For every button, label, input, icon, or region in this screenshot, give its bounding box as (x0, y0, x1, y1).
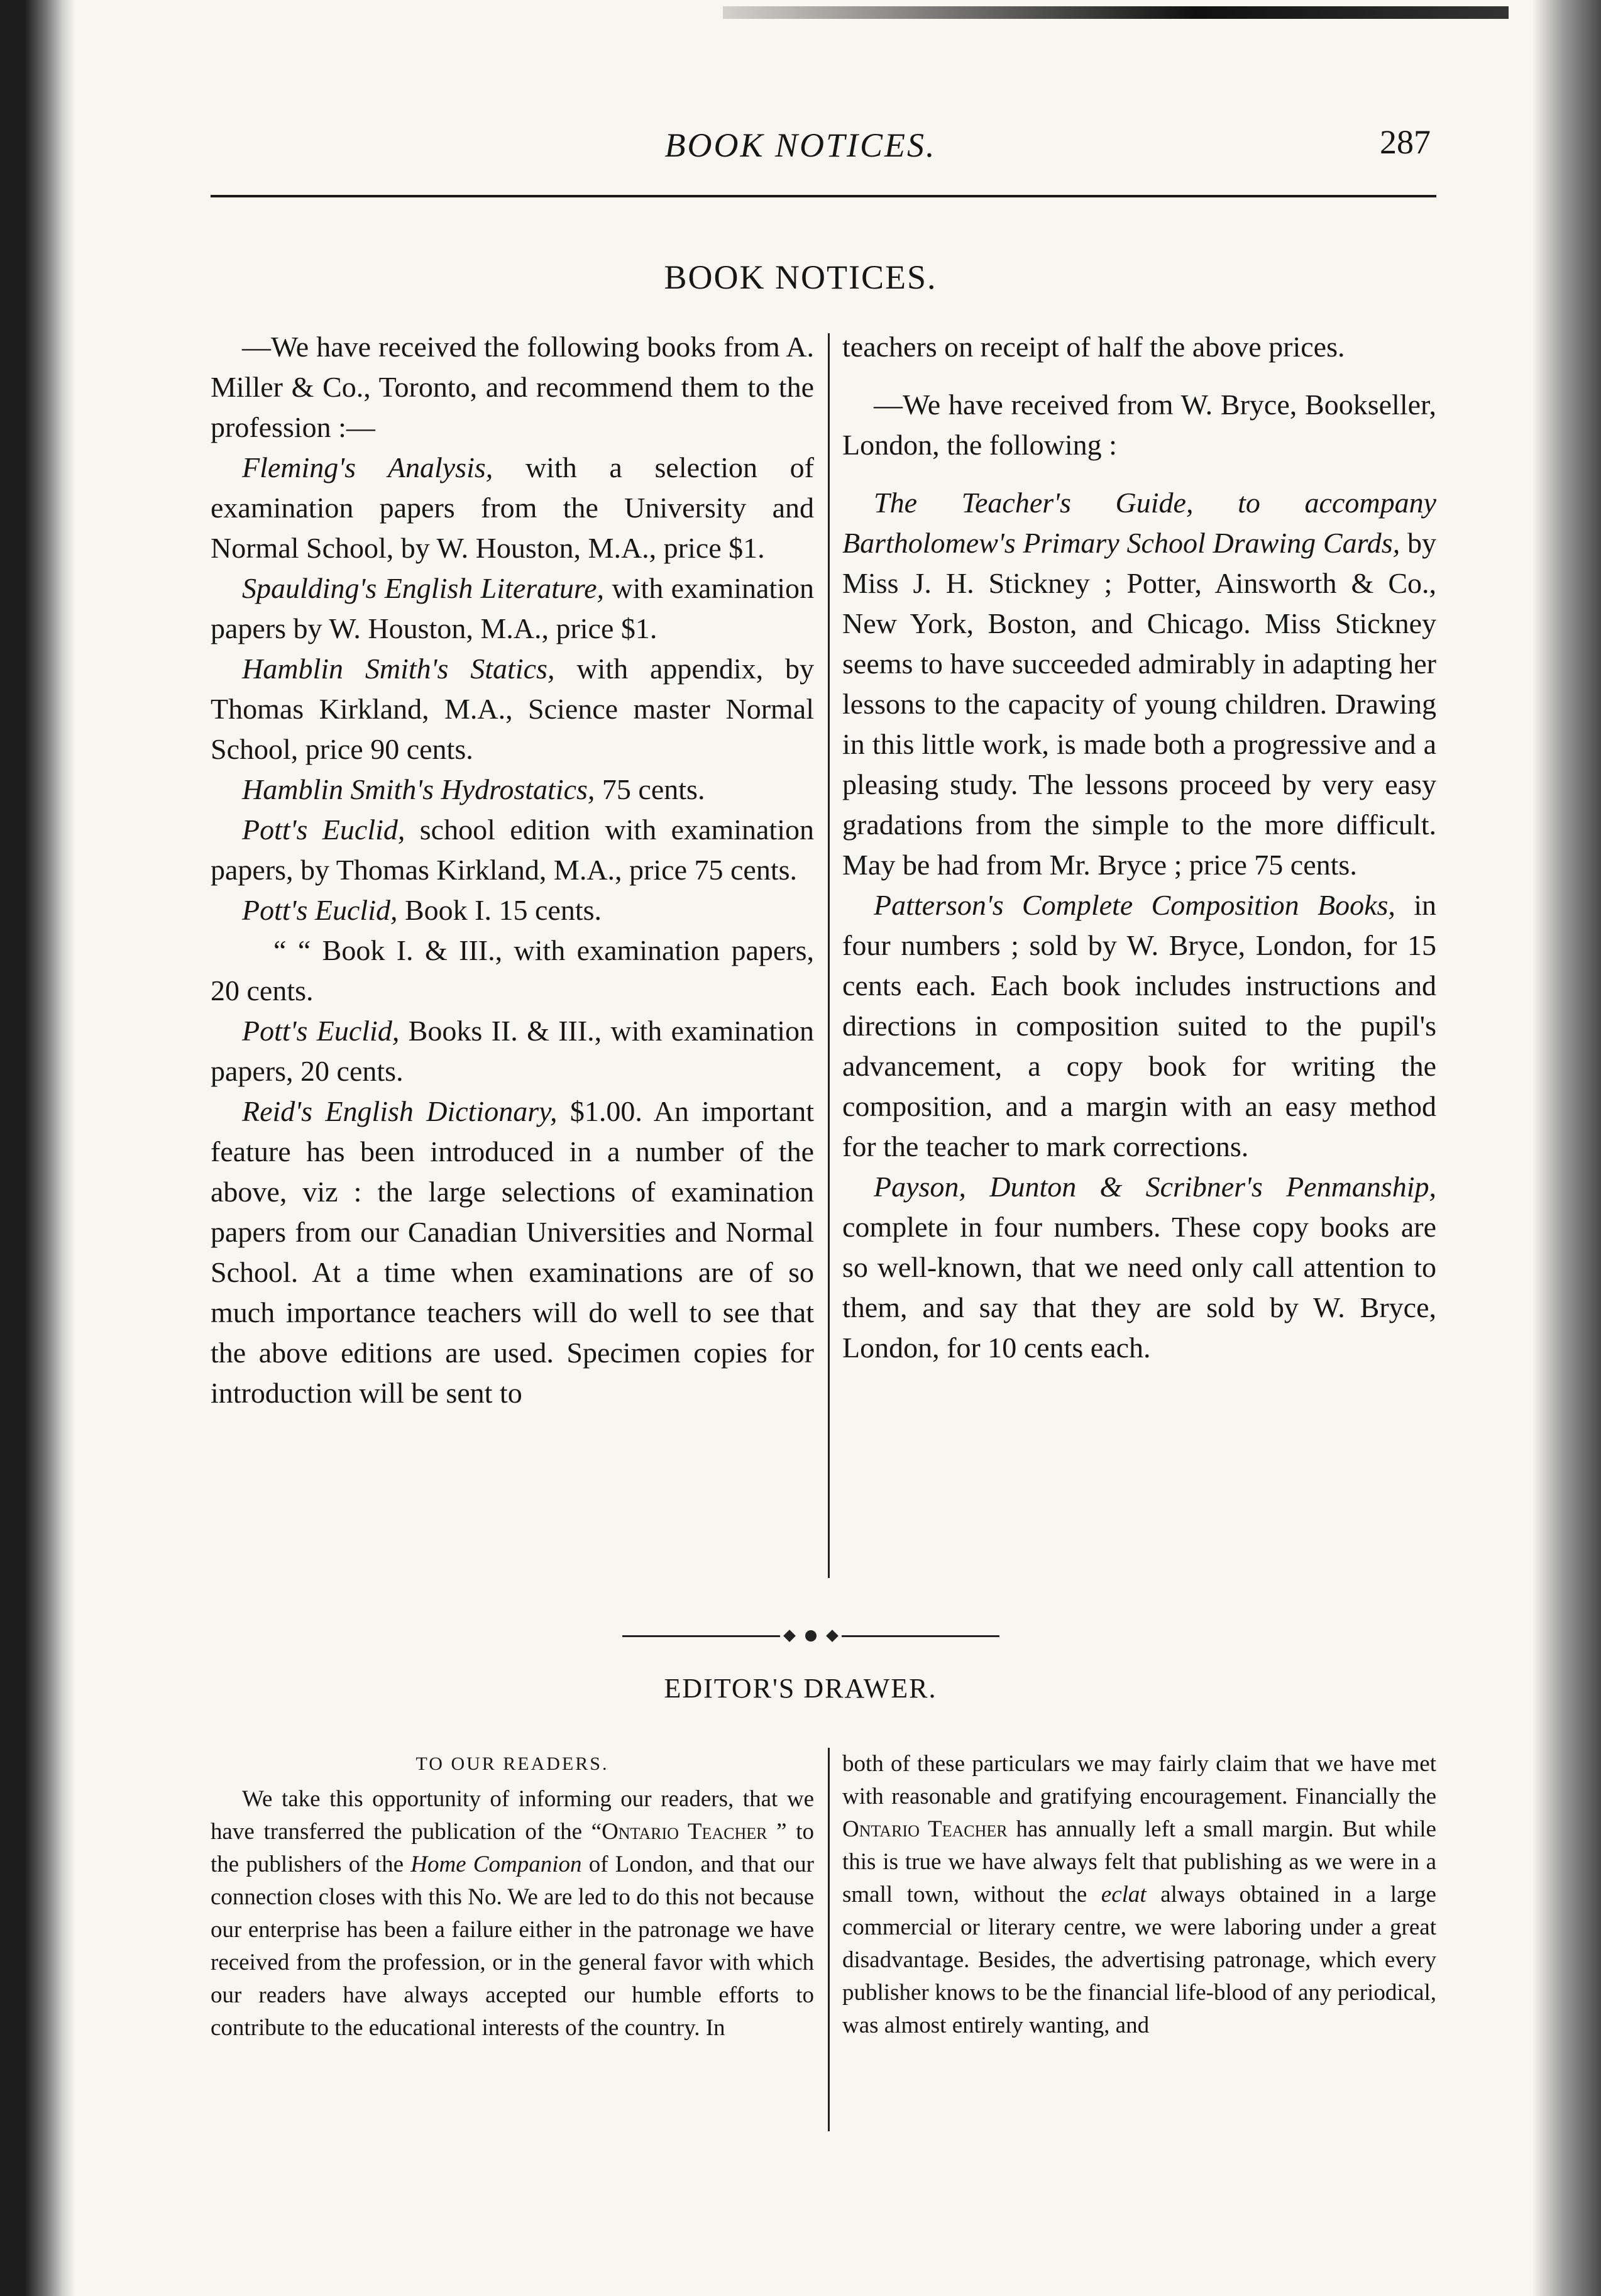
notice-intro: —We have received from W. Bryce, Bookseller, London, the following : (842, 389, 1436, 461)
entry-text: $1.00. An important feature has been introduced in a number of the above, viz : the large selections of examination papers from our Canadian Universities and Normal School. At a time when examinations are of so much importance teachers will do well to see that the above editions are used. Specimen copies for introduction will be sent to (211, 1095, 814, 1409)
book-title: Hamblin Smith's Statics, (242, 653, 555, 685)
notice-entry (842, 483, 1436, 885)
book-binding-shadow (0, 0, 75, 2296)
publication-name: Home Companion (410, 1852, 582, 1877)
publication-name: Ontario Teacher (842, 1816, 1008, 1842)
notice-entry (211, 448, 814, 568)
editorial-paragraph (211, 1783, 814, 2045)
column-divider (828, 1748, 830, 2131)
book-title: Hamblin Smith's Hydrostatics, (242, 773, 595, 805)
publication-name: Ontario Teacher (602, 1819, 767, 1845)
notice-entry (211, 1011, 814, 1091)
editorial-text: has annually left a small margin. But while this is true we have always felt that publishing as we were in a small town, without the (842, 1816, 1436, 1907)
book-notices-title: BOOK NOTICES. (664, 258, 937, 296)
ornament-line (842, 1635, 999, 1637)
column-divider (828, 333, 830, 1578)
subheading: TO OUR READERS. (415, 1753, 609, 1774)
top-edge-rule (723, 6, 1509, 19)
book-title: Spaulding's English Literature, (242, 572, 605, 604)
notice-entry (211, 770, 814, 810)
entry-text: with a selection of examination papers from the University and Normal School, by W. Houston, M.A., price $1. (211, 451, 814, 564)
editors-drawer-column-right (842, 1748, 1436, 2042)
page-edge-shadow (1532, 0, 1601, 2296)
editorial-text: ” to the publishers of the (211, 1819, 814, 1877)
ornament-diamond (783, 1630, 796, 1642)
editors-drawer-column-left (211, 1748, 814, 2045)
continued-text: teachers on receipt of half the above prices. (842, 331, 1345, 363)
book-notices-column-left (211, 327, 814, 1413)
running-head: BOOK NOTICES. (664, 126, 937, 164)
paragraph-gap (842, 367, 1436, 385)
editorial-text: both of these particulars we may fairly claim that we have met with reasonable and gratifying encouragement. Financially the (842, 1751, 1436, 1809)
notice-entry (211, 890, 814, 930)
notice-entry (842, 1167, 1436, 1368)
emphasis-word: eclat (1101, 1882, 1147, 1907)
notice-entry (211, 568, 814, 649)
entry-text: with examination papers by W. Houston, M.A., price $1. (211, 572, 814, 644)
paragraph-gap (842, 465, 1436, 483)
ornament-line (622, 1635, 780, 1637)
editorial-text: always obtained in a large commercial or literary centre, we were laboring under a great disadvantage. Besides, the advertising patronage, which every publisher knows to be the financial life-blood of any periodical, was almost entirely wanting, and (842, 1882, 1436, 2038)
book-notices-column-right (842, 327, 1436, 1368)
entry-text: Book I. 15 cents. (397, 894, 602, 926)
header-rule (211, 195, 1436, 197)
notice-entry: “ “ Book I. & III., with examination papers, 20 cents. (211, 934, 814, 1007)
book-title: Fleming's Analysis, (242, 451, 493, 483)
book-title: Pott's Euclid, (242, 1015, 400, 1047)
book-title: Pott's Euclid, (242, 814, 405, 846)
book-title: Patterson's Complete Composition Books, (874, 889, 1395, 921)
entry-text: 75 cents. (595, 773, 705, 805)
entry-text: with appendix, by Thomas Kirkland, M.A., Science master Normal School, price 90 cents. (211, 653, 814, 765)
notice-entry (211, 810, 814, 890)
entry-text: in four numbers ; sold by W. Bryce, London, for 15 cents each. Each book includes instructions and directions in composition suited to the pupil's advancement, a copy book for writing the composition, and a margin with an easy method for the teacher to mark corrections. (842, 889, 1436, 1162)
entry-text: complete in four numbers. These copy books are so well-known, that we need only call attention to them, and say that they are sold by W. Bryce, London, for 10 cents each. (842, 1211, 1436, 1364)
entry-text: Books II. & III., with examination papers, 20 cents. (211, 1015, 814, 1087)
book-title: Payson, Dunton & Scribner's Penmanship, (874, 1171, 1436, 1203)
section-ornament (622, 1628, 999, 1643)
book-title: Pott's Euclid, (242, 894, 398, 926)
notice-entry (842, 885, 1436, 1167)
ornament-knot (805, 1630, 817, 1642)
entry-text: school edition with examination papers, by Thomas Kirkland, M.A., price 75 cents. (211, 814, 814, 886)
notice-entry (211, 1091, 814, 1413)
page-number: 287 (1380, 123, 1431, 161)
editorial-paragraph (842, 1748, 1436, 2042)
ornament-diamond (826, 1630, 839, 1642)
notice-entry (211, 649, 814, 770)
editorial-text: We take this opportunity of informing our readers, that we have transferred the publication of the “ (211, 1786, 814, 1845)
book-title: The Teacher's Guide, to accompany Bartholomew's Primary School Drawing Cards, (842, 487, 1436, 559)
book-title: Reid's English Dictionary, (242, 1095, 558, 1127)
entry-text: by Miss J. H. Stickney ; Potter, Ainsworth & Co., New York, Boston, and Chicago. Miss Stickney seems to have succeeded admirably in adapting her lessons to the capacity of young children. Drawing in this little work, is made both a progressive and a pleasing study. The lessons proceed by very easy gradations from the simple to the more difficult. May be had from Mr. Bryce ; price 75 cents. (842, 527, 1437, 881)
notice-intro: —We have received the following books from A. Miller & Co., Toronto, and recommend them to the profession :— (211, 331, 814, 443)
editorial-text: of London, and that our connection closes with this No. We are led to do this not because our enterprise has been a failure either in the patronage we have received from the profession, or in the general favor with which our readers have always accepted our humble efforts to contribute to the educational interests of the country. In (211, 1852, 814, 2041)
editors-drawer-title: EDITOR'S DRAWER. (664, 1673, 937, 1704)
